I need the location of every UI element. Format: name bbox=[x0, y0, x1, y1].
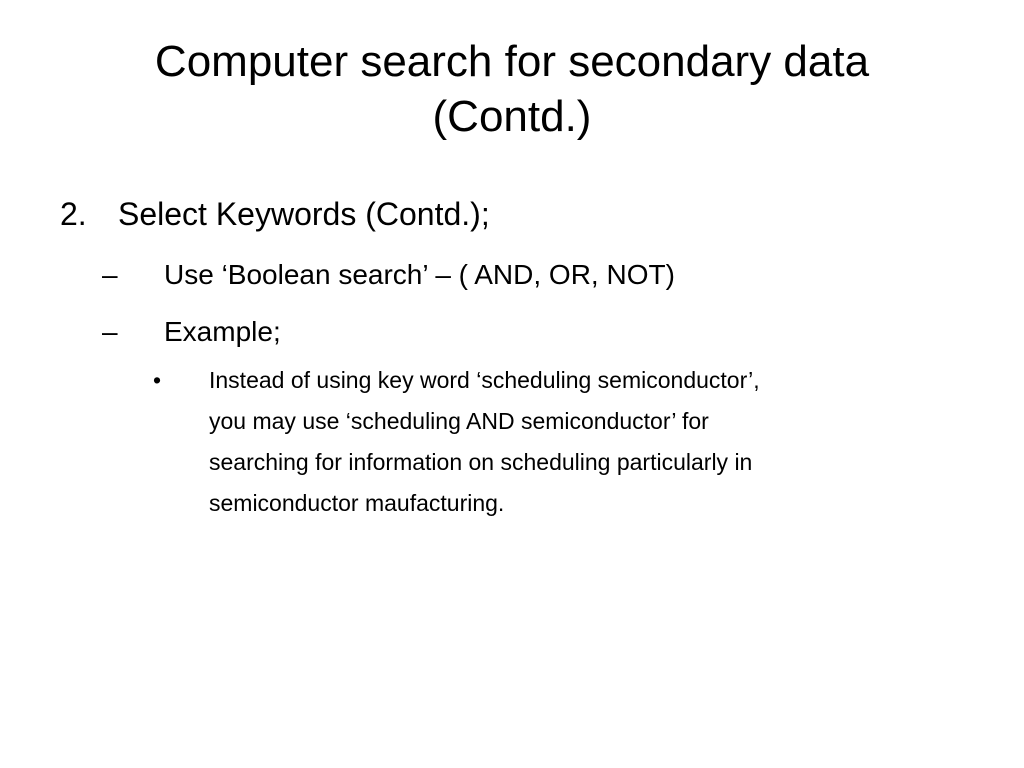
bullet-marker: • bbox=[153, 367, 162, 393]
detail-line: you may use ‘scheduling AND semiconductor’ for bbox=[209, 408, 709, 434]
detail-line: Instead of using key word ‘scheduling semiconductor’, bbox=[209, 367, 760, 393]
list-item-text: Select Keywords (Contd.); bbox=[118, 196, 490, 232]
detail-line: searching for information on scheduling particularly in bbox=[209, 449, 753, 475]
list-number: 2. bbox=[60, 196, 87, 232]
slide-title bbox=[60, 34, 964, 144]
sub-list-item-text: Example; bbox=[164, 316, 281, 347]
sub-list-item-text: Use ‘Boolean search’ – ( AND, OR, NOT) bbox=[164, 259, 675, 290]
sub-list-item bbox=[60, 312, 980, 352]
slide-title-line: (Contd.) bbox=[432, 92, 592, 141]
list-item bbox=[60, 190, 980, 238]
dash-marker: – bbox=[102, 259, 118, 290]
slide-body bbox=[60, 190, 980, 524]
sub-list-item bbox=[60, 255, 980, 295]
detail-line: semiconductor maufacturing. bbox=[209, 490, 505, 516]
detail-item bbox=[60, 360, 980, 524]
dash-marker: – bbox=[102, 316, 118, 347]
slide-title-line: Computer search for secondary data bbox=[154, 37, 870, 86]
detail-paragraph bbox=[209, 360, 969, 524]
